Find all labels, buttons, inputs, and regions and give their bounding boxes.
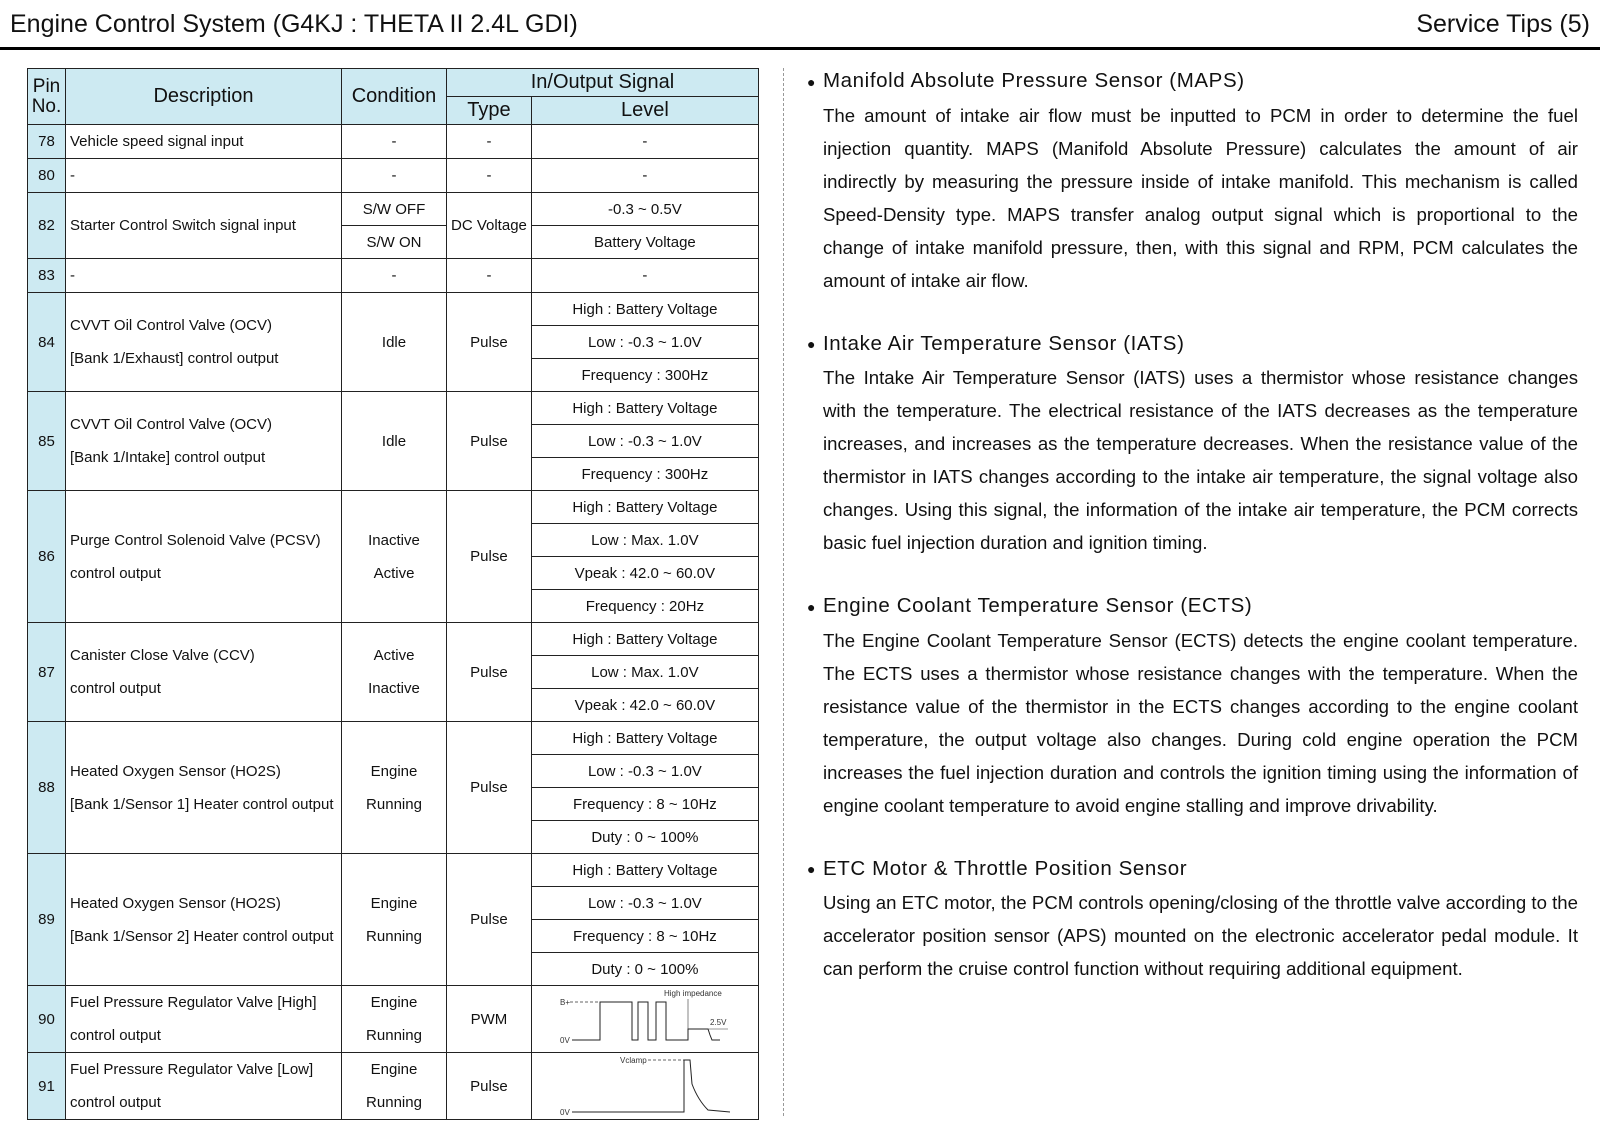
service-tips-label: Service Tips (5) [1416, 10, 1590, 38]
signal-type: - [447, 159, 532, 193]
pin-number: 86 [28, 491, 66, 623]
signal-level: Low : Max. 1.0V [531, 524, 758, 557]
signal-type: Pulse [447, 1053, 532, 1120]
signal-level: Duty : 0 ~ 100% [531, 821, 758, 854]
description [66, 193, 342, 259]
description-line: Purge Control Solenoid Valve (PCSV) [70, 531, 321, 549]
pin-signal-table [27, 68, 759, 1120]
condition-line: Engine [370, 762, 418, 780]
signal-type: Pulse [447, 293, 532, 392]
table-row [28, 125, 759, 159]
tip-heading [807, 327, 1578, 362]
condition-line: Inactive [368, 531, 420, 549]
condition-line: Engine [370, 994, 418, 1011]
condition [342, 392, 447, 491]
description-line: Fuel Pressure Regulator Valve [High] [70, 994, 317, 1011]
condition [342, 623, 447, 722]
pin-number: 91 [28, 1053, 66, 1120]
description-line: Canister Close Valve (CCV) [70, 647, 255, 664]
pin-number: 82 [28, 193, 66, 259]
service-tips-text [807, 64, 1578, 1015]
description-line: [Bank 1/Intake] control output [70, 449, 266, 466]
signal-level: High : Battery Voltage [531, 623, 758, 656]
description-line: - [70, 167, 75, 184]
vclamp-label: Vclamp [619, 1056, 647, 1065]
signal-level: High : Battery Voltage [531, 722, 758, 755]
pin-number: 78 [28, 125, 66, 159]
signal-level: Low : -0.3 ~ 1.0V [531, 326, 758, 359]
description [66, 986, 342, 1053]
table-row [28, 491, 759, 524]
table-row [28, 1053, 759, 1120]
signal-level: Duty : 0 ~ 100% [531, 953, 758, 986]
description [66, 293, 342, 392]
header-description: Description [66, 69, 342, 125]
signal-level: High : Battery Voltage [531, 392, 758, 425]
description [66, 491, 342, 623]
table-row [28, 159, 759, 193]
signal-type: Pulse [447, 392, 532, 491]
signal-level: - [531, 159, 758, 193]
tip-section [807, 852, 1578, 986]
description [66, 623, 342, 722]
table-row [28, 293, 759, 326]
description-line: control output [70, 1027, 161, 1044]
signal-level: -0.3 ~ 0.5V [531, 193, 758, 226]
description [66, 392, 342, 491]
vclamp-waveform [532, 1054, 757, 1118]
condition-line: - [391, 267, 397, 284]
volt-2-5-label: 2.5V [709, 1018, 727, 1027]
header-level: Level [531, 97, 758, 125]
header-pin-no: Pin No. [28, 69, 66, 125]
description-line: CVVT Oil Control Valve (OCV) [70, 416, 272, 433]
pwm-signal-line [572, 1002, 720, 1040]
description [66, 722, 342, 854]
description [66, 1053, 342, 1120]
vclamp-signal-line [572, 1060, 730, 1112]
signal-level: Low : -0.3 ~ 1.0V [531, 755, 758, 788]
tip-section [807, 64, 1578, 297]
signal-level: Frequency : 300Hz [531, 359, 758, 392]
pin-number: 85 [28, 392, 66, 491]
tip-heading [807, 589, 1578, 624]
table-row [28, 392, 759, 425]
signal-level: High : Battery Voltage [531, 854, 758, 887]
condition: S/W ON [342, 226, 447, 259]
header-condition: Condition [342, 69, 447, 125]
condition-line: Engine [370, 894, 418, 912]
pin-number: 88 [28, 722, 66, 854]
condition: S/W OFF [342, 193, 447, 226]
pwm-waveform [532, 987, 757, 1051]
description-line: [Bank 1/Sensor 1] Heater control output [70, 795, 334, 813]
description-line: control output [70, 564, 161, 582]
condition-line: - [391, 167, 397, 184]
description [66, 259, 342, 293]
condition-line: - [391, 133, 397, 150]
description-line: - [70, 267, 75, 284]
table-body [28, 125, 759, 1120]
description-line: control output [70, 1094, 161, 1111]
tip-title: Engine Coolant Temperature Sensor (ECTS) [823, 594, 1253, 618]
header-io-signal: In/Output Signal [447, 69, 759, 97]
condition-line: Running [366, 795, 422, 813]
pin-number: 80 [28, 159, 66, 193]
description-line: control output [70, 680, 161, 697]
signal-type: - [447, 259, 532, 293]
waveform-cell [531, 1053, 758, 1120]
signal-level: Frequency : 300Hz [531, 458, 758, 491]
signal-type: PWM [447, 986, 532, 1053]
signal-type: - [447, 125, 532, 159]
condition-line: Engine [370, 1061, 418, 1078]
condition-line: Active [373, 647, 415, 664]
signal-type: Pulse [447, 722, 532, 854]
signal-level: Low : -0.3 ~ 1.0V [531, 425, 758, 458]
condition-line: Inactive [368, 680, 420, 697]
description [66, 854, 342, 986]
signal-level: Frequency : 20Hz [531, 590, 758, 623]
pin-number: 90 [28, 986, 66, 1053]
bullet-icon: ● [807, 861, 817, 878]
pin-number: 84 [28, 293, 66, 392]
signal-type: DC Voltage [447, 193, 532, 259]
description-line: Heated Oxygen Sensor (HO2S) [70, 894, 281, 912]
description-line: [Bank 1/Exhaust] control output [70, 350, 279, 367]
signal-level: High : Battery Voltage [531, 293, 758, 326]
table-row [28, 623, 759, 656]
signal-level: Frequency : 8 ~ 10Hz [531, 920, 758, 953]
signal-type: Pulse [447, 623, 532, 722]
column-divider [783, 68, 784, 1116]
table-row [28, 854, 759, 887]
signal-level: Vpeak : 42.0 ~ 60.0V [531, 689, 758, 722]
page-header [0, 0, 1600, 50]
signal-level: - [531, 259, 758, 293]
tip-title: Intake Air Temperature Sensor (IATS) [823, 331, 1185, 355]
signal-level: Low : Max. 1.0V [531, 656, 758, 689]
b-plus-label: B+ [559, 998, 570, 1007]
condition [342, 1053, 447, 1120]
description-line: Vehicle speed signal input [70, 133, 244, 150]
tip-section [807, 327, 1578, 560]
condition [342, 159, 447, 193]
signal-level: Vpeak : 42.0 ~ 60.0V [531, 557, 758, 590]
condition [342, 259, 447, 293]
pin-number: 87 [28, 623, 66, 722]
tip-body: The amount of intake air flow must be inputted to PCM in order to determine the fuel injection quantity. MAPS (Manifold Absolute Pressure) calculates the amount of air indirectly by measuring the pressure inside of intake manifold. This mechanism is called Speed-Density type. MAPS transfer analog output signal which is proportional to the change of intake manifold pressure, then, with this signal and RPM, PCM calculates the amount of intake air flow. [823, 104, 1578, 291]
tip-title: Manifold Absolute Pressure Sensor (MAPS) [823, 69, 1245, 92]
table-row [28, 259, 759, 293]
description-line: CVVT Oil Control Valve (OCV) [70, 317, 272, 334]
waveform-cell [531, 986, 758, 1053]
condition [342, 491, 447, 623]
tip-section [807, 589, 1578, 822]
condition [342, 854, 447, 986]
zero-volt-label: 0V [559, 1036, 570, 1045]
description [66, 159, 342, 193]
signal-type: Pulse [447, 491, 532, 623]
tip-title: ETC Motor & Throttle Position Sensor [823, 856, 1188, 880]
tip-heading [807, 64, 1578, 99]
pin-number: 83 [28, 259, 66, 293]
table-row [28, 722, 759, 755]
description-line: [Bank 1/Sensor 2] Heater control output [70, 927, 334, 945]
tip-body: The Intake Air Temperature Sensor (IATS) uses a thermistor whose resistance changes with the temperature. The electrical resistance of the IATS decreases as the temperature increases, and increases as the temperature decreases. When the resistance value of the thermistor in IATS changes according to the intake air temperature, the signal voltage also changes. Using this signal, the information of the intake air temperature, the PCM corrects basic fuel injection duration and ignition timing. [823, 367, 1578, 554]
table-row [28, 193, 759, 226]
signal-level: - [531, 125, 758, 159]
signal-level: Low : -0.3 ~ 1.0V [531, 887, 758, 920]
description-line: Fuel Pressure Regulator Valve [Low] [70, 1061, 314, 1078]
condition [342, 293, 447, 392]
pin-number: 89 [28, 854, 66, 986]
description [66, 125, 342, 159]
bullet-icon: ● [807, 336, 817, 353]
description-line: Heated Oxygen Sensor (HO2S) [70, 762, 281, 780]
bullet-icon: ● [807, 598, 817, 615]
tip-heading [807, 852, 1578, 887]
zero-volt-label: 0V [559, 1108, 570, 1117]
signal-level: High : Battery Voltage [531, 491, 758, 524]
table-row [28, 986, 759, 1053]
condition-line: Active [373, 564, 415, 582]
high-impedance-label: High impedance [663, 989, 722, 998]
condition-line: Idle [381, 333, 407, 351]
condition [342, 722, 447, 854]
condition [342, 986, 447, 1053]
header-type: Type [447, 97, 532, 125]
condition [342, 125, 447, 159]
condition-line: Running [366, 1027, 422, 1044]
signal-type: Pulse [447, 854, 532, 986]
signal-level: Frequency : 8 ~ 10Hz [531, 788, 758, 821]
condition-line: Idle [381, 432, 407, 450]
tip-body: The Engine Coolant Temperature Sensor (ECTS) detects the engine coolant temperature. The ECTS uses a thermistor whose resistance changes with the temperature. When the resistance value of the thermistor in the ECTS changes according to the engine coolant temperature, the output voltage also changes. During cold engine operation the PCM increases the fuel injection duration and controls the ignition timing using the information of engine coolant temperature to avoid engine stalling and improve drivability. [823, 629, 1578, 816]
condition-line: Running [366, 1094, 422, 1111]
bullet-icon: ● [807, 73, 817, 90]
page-title: Engine Control System (G4KJ : THETA II 2.4L GDI) [10, 10, 578, 38]
condition-line: Running [366, 927, 422, 945]
signal-level: Battery Voltage [531, 226, 758, 259]
tip-body: Using an ETC motor, the PCM controls opening/closing of the throttle valve according to the accelerator position sensor (APS) mounted on the electronic accelerator pedal module. It can perform the cruise control function without requiring additional equipment. [823, 892, 1578, 980]
description-line: Starter Control Switch signal input [70, 217, 296, 234]
